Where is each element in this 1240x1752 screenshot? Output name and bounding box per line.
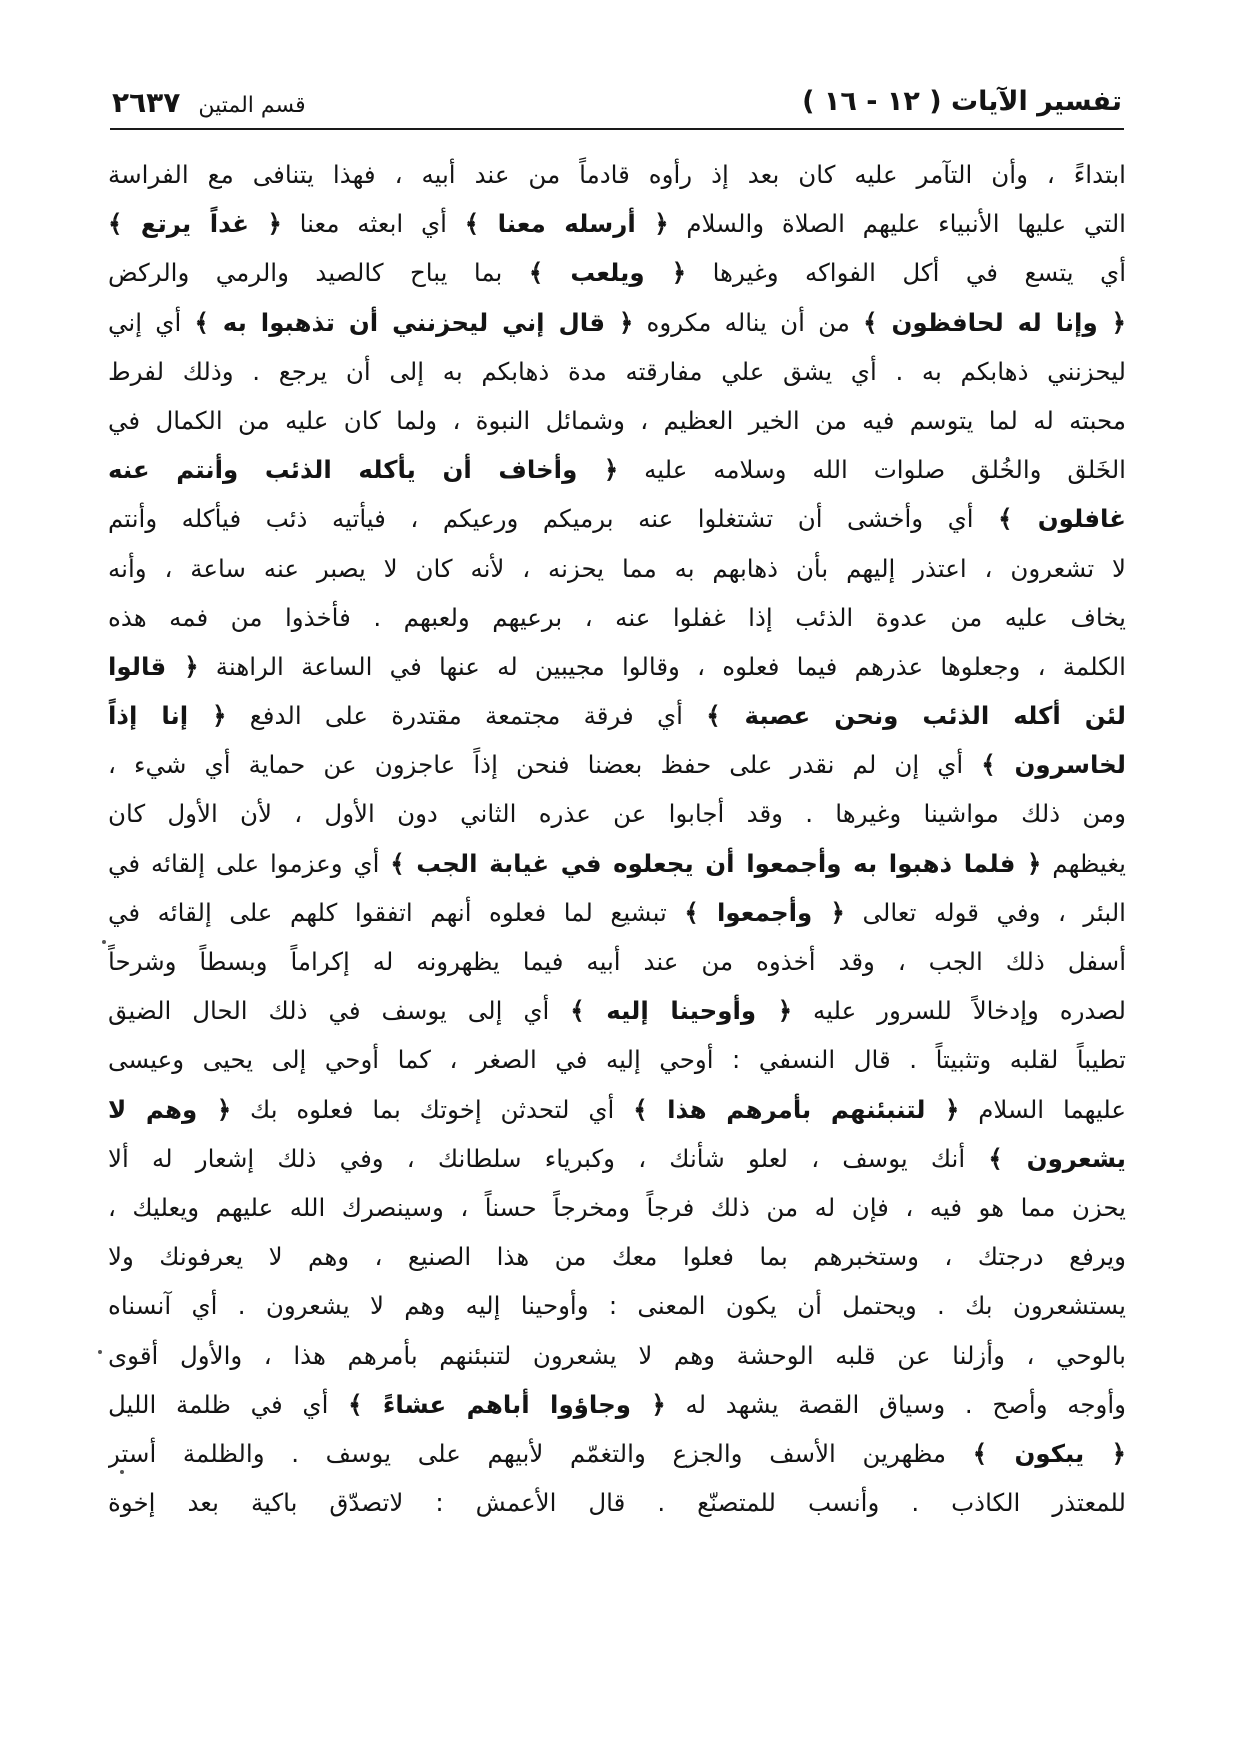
text-line: التي عليها الأنبياء عليهم الصلاة والسلام ﴿ أرسله معنا ﴾ أي ابعثه معنا ﴿ غداً يرتع ﴾ (108, 209, 1126, 239)
text-line: يستشعرون بك . ويحتمل أن يكون المعنى : وأوحينا إليه وهم لا يشعرون . أي آنسناه (108, 1291, 1126, 1321)
text-line: ليحزنني ذهابكم به . أي يشق علي مفارقته مدة ذهابكم به إلى أن يرجع . وذلك لفرط (108, 356, 1126, 386)
text-line: محبته له لما يتوسم فيه من الخير العظيم ، وشمائل النبوة ، ولما كان عليه من الكمال في (108, 405, 1126, 435)
text-line: يخاف عليه من عدوة الذئب إذا غفلوا عنه ، برعيهم ولعبهم . فأخذوا من فمه هذه (108, 602, 1126, 632)
header-meta (112, 86, 306, 119)
text-line: البئر ، وفي قوله تعالى ﴿ وأجمعوا ﴾ تبشيع لما فعلوه أنهم اتفقوا كلهم على إلقائه في (108, 897, 1126, 927)
text-line: أي يتسع في أكل الفواكه وغيرها ﴿ ويلعب ﴾ بما يباح كالصيد والرمي والركض (108, 258, 1126, 288)
running-title: تفسير الآيات ( ١٢ - ١٦ ) (802, 86, 1122, 117)
text-line: بالوحي ، وأزلنا عن قلبه الوحشة وهم لا يشعرون لتنبئنهم بأمرهم هذا ، والأول أقوى (108, 1340, 1126, 1370)
text-line: لئن أكله الذئب ونحن عصبة ﴾ أي فرقة مجتمعة مقتدرة على الدفع ﴿ إنا إذاً (108, 701, 1126, 731)
text-line: ﴿ وإنا له لحافظون ﴾ من أن يناله مكروه ﴿ قال إني ليحزنني أن تذهبوا به ﴾ أي إني (108, 307, 1126, 337)
text-line: يغيظهم ﴿ فلما ذهبوا به وأجمعوا أن يجعلوه في غيابة الجب ﴾ أي وعزموا على إلقائه في (108, 848, 1126, 878)
text-line: وأوجه وأصح . وسياق القصة يشهد له ﴿ وجاؤوا أباهم عشاءً ﴾ أي في ظلمة الليل (108, 1389, 1126, 1419)
scan-speck (102, 940, 106, 944)
text-line: ويرفع درجتك ، وستخبرهم بما فعلوا معك من هذا الصنيع ، وهم لا يعرفونك ولا (108, 1242, 1126, 1272)
text-line: ﴿ يبكون ﴾ مظهرين الأسف والجزع والتغمّم لأبيهم على يوسف . والظلمة أستر (108, 1438, 1126, 1468)
text-line: يحزن مما هو فيه ، فإن له من ذلك فرجاً ومخرجاً حسناً ، وسينصرك الله عليهم ويعليك ، (108, 1192, 1126, 1222)
text-line: لا تشعرون ، اعتذر إليهم بأن ذهابهم به مما يحزنه ، لأنه كان لا يصبر عنه ساعة ، وأنه (108, 553, 1126, 583)
header-rule (110, 128, 1124, 130)
text-line: ومن ذلك مواشينا وغيرها . وقد أجابوا عن عذره الثاني دون الأول ، لأن الأول كان (108, 799, 1126, 829)
text-line: الخَلق والخُلق صلوات الله وسلامه عليه ﴿ وأخاف أن يأكله الذئب وأنتم عنه (108, 455, 1126, 485)
text-line: يشعرون ﴾ أنك يوسف ، لعلو شأنك ، وكبرياء سلطانك ، وفي ذلك إشعار له ألا (108, 1143, 1126, 1173)
text-line: أسفل ذلك الجب ، وقد أخذوه من عند أبيه فيما يظهرونه له إكراماً وبسطاً وشرحاً (108, 947, 1126, 976)
body-text (108, 150, 1126, 1527)
scan-speck (120, 1470, 124, 1474)
text-line: عليهما السلام ﴿ لتنبئنهم بأمرهم هذا ﴾ أي لتحدثن إخوتك بما فعلوه بك ﴿ وهم لا (108, 1094, 1126, 1124)
section-label: قسم المتين (198, 93, 306, 118)
text-line: تطيباً لقلبه وتثبيتاً . قال النسفي : أوحي إليه في الصغر ، كما أوحي إلى يحيى وعيسى (108, 1045, 1126, 1075)
text-line: لصدره وإدخالاً للسرور عليه ﴿ وأوحينا إليه ﴾ أي إلى يوسف في ذلك الحال الضيق (108, 996, 1126, 1026)
text-line: غافلون ﴾ أي وأخشى أن تشتغلوا عنه برميكم ورعيكم ، فيأتيه ذئب فيأكله وأنتم (108, 504, 1126, 534)
text-line: الكلمة ، وجعلوها عذرهم فيما فعلوه ، وقالوا مجيبين له عنها في الساعة الراهنة ﴿ قالوا (108, 651, 1126, 681)
text-line: للمعتذر الكاذب . وأنسب للمتصنّع . قال الأعمش : لاتصدّق باكية بعد إخوة (108, 1488, 1126, 1518)
text-line: ابتداءً ، وأن التآمر عليه كان بعد إذ رأوه قادماً من عند أبيه ، فهذا يتنافى مع الفراسة (108, 160, 1126, 189)
scan-speck (98, 1350, 102, 1354)
page-number: ٢٦٣٧ (112, 86, 181, 119)
page-header (112, 82, 1122, 130)
text-line: لخاسرون ﴾ أي إن لم نقدر على حفظ بعضنا فنحن إذاً عاجزون عن حماية أي شيء ، (108, 750, 1126, 780)
